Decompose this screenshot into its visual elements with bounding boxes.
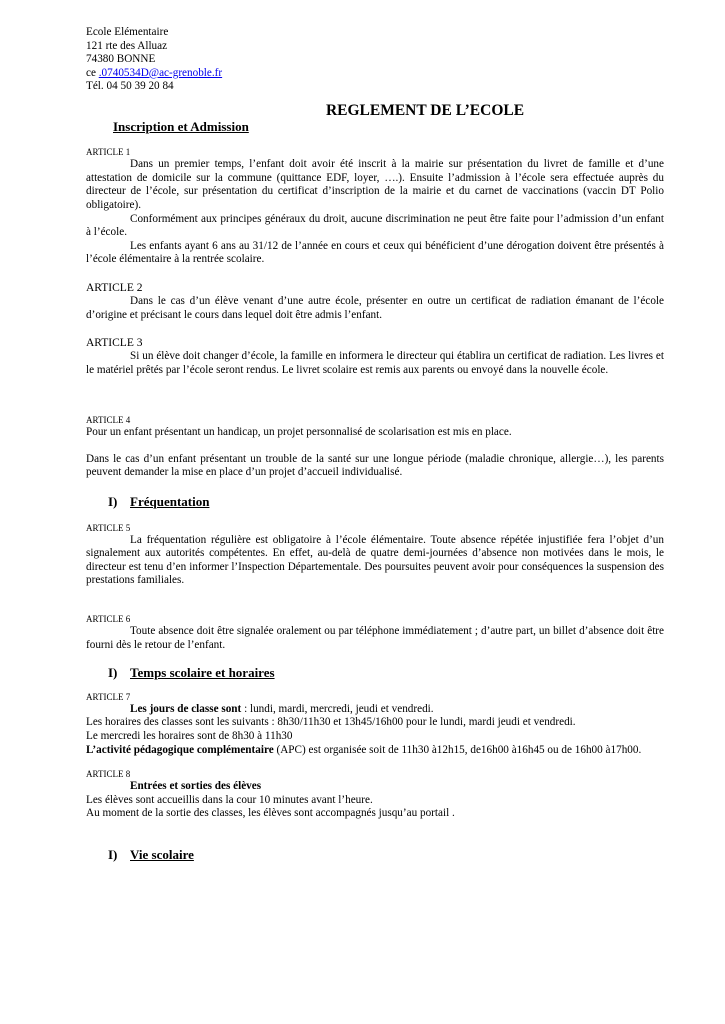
- article-3-paragraph-1: Si un élève doit changer d’école, la famille en informera le directeur qui établira un certificat de radiation. Les livres et le matériel prêtés par l’école seront rendus. Le livret scolaire est remis aux parents ou envoyé dans la nouvelle école.: [86, 350, 664, 376]
- section-temps-heading: [108, 666, 664, 680]
- apc-text: (APC) est organisée soit de 11h30 à12h15, de16h00 à16h45 ou de 16h00 à17h00.: [273, 743, 642, 756]
- phone-line: Tél. 04 50 39 20 84: [86, 80, 174, 93]
- article-8-paragraph-2: Au moment de la sortie des classes, les élèves sont accompagnés jusqu’au portail .: [86, 807, 455, 820]
- street-address: 121 rte des Alluaz: [86, 39, 168, 52]
- section-subtitle: Inscription et Admission: [113, 118, 249, 134]
- section-number: I): [108, 494, 118, 510]
- article-4-paragraph-2: Dans le cas d’un enfant présentant un trouble de la santé sur une longue période (maladie chronique, allergie…), les parents peuvent demander la mise en place d’un projet d’accueil individualisé.: [86, 452, 664, 479]
- section-number: I): [108, 665, 118, 681]
- days-label: Les jours de classe sont: [130, 702, 242, 715]
- postal-city: 74380 BONNE: [86, 53, 156, 66]
- article-5-label: ARTICLE 5: [86, 522, 131, 533]
- document-page: [86, 26, 664, 862]
- article-2-label: ARTICLE 2: [86, 281, 143, 294]
- article-8-label: ARTICLE 8: [86, 769, 131, 780]
- section-title: Fréquentation: [130, 494, 210, 510]
- document-title: REGLEMENT DE L’ECOLE: [325, 101, 525, 119]
- article-8-heading: Entrées et sorties des élèves: [130, 780, 262, 793]
- email-line: [86, 67, 664, 81]
- article-4-label: ARTICLE 4: [86, 415, 131, 426]
- article-7-wednesday: Le mercredi les horaires sont de 8h30 à 11h30: [86, 730, 293, 742]
- section-title: Vie scolaire: [130, 846, 194, 862]
- days-value: : lundi, mardi, mercredi, jeudi et vendredi.: [241, 702, 434, 715]
- article-7-days: [86, 703, 664, 717]
- section-vie-heading: [108, 848, 664, 862]
- article-7-apc: [86, 744, 664, 758]
- email-link[interactable]: .0740534D@ac-grenoble.fr: [98, 66, 223, 79]
- article-5-paragraph-1: La fréquentation régulière est obligatoire à l’école élémentaire. Toute absence répétée injustifiée fera l’objet d’un signalement aux autorités compétentes. En effet, au-delà de quatre demi-journées d’absence non motivées dans le mois, le directeur est tenu d’en informer l’Inspection Départementale. Des poursuites peuvent avoir pour conséquences la suspension des prestations familiales.: [86, 533, 664, 587]
- article-6-label: ARTICLE 6: [86, 614, 131, 625]
- article-4-paragraph-1: Pour un enfant présentant un handicap, un projet personnalisé de scolarisation est mis en place.: [86, 426, 512, 439]
- article-7-label: ARTICLE 7: [86, 691, 131, 702]
- article-2-paragraph-1: Dans le cas d’un élève venant d’une autre école, présenter en outre un certificat de radiation émanant de l’école d’origine et précisant le cours dans lequel doit être admis l’enfant.: [86, 294, 664, 321]
- school-address: [86, 26, 664, 94]
- article-6-paragraph-1: Toute absence doit être signalée oralement ou par téléphone immédiatement ; d’autre part, un billet d’absence doit être fourni dès le retour de l’enfant.: [86, 625, 664, 651]
- article-3-label: ARTICLE 3: [86, 337, 143, 350]
- email-prefix: ce: [86, 66, 99, 79]
- article-8-paragraph-1: Les élèves sont accueillis dans la cour 10 minutes avant l’heure.: [86, 793, 373, 806]
- section-title: Temps scolaire et horaires: [130, 665, 275, 681]
- article-1-label: ARTICLE 1: [86, 147, 131, 158]
- section-frequentation-heading: [108, 495, 664, 509]
- article-1-paragraph-1: Dans un premier temps, l’enfant doit avoir été inscrit à la mairie sur présentation du livret de famille et d’une attestation de domicile sur la commune (quittance EDF, loyer, ….). Ensuite l’admission à l’école sera effectuée auprès du directeur de l’école, sur présentation du certificat d’inscription de la mairie et du carnet de vaccinations (vaccin DT Polio obligatoire).: [86, 158, 664, 211]
- school-name: Ecole Elémentaire: [86, 26, 169, 38]
- article-1-paragraph-2: Conformément aux principes généraux du droit, aucune discrimination ne peut être faite pour l’admission d’un enfant à l’école.: [86, 212, 664, 239]
- article-7-hours: Les horaires des classes sont les suivants : 8h30/11h30 et 13h45/16h00 pour le lundi, mardi jeudi et vendredi.: [86, 716, 576, 729]
- apc-label: L’activité pédagogique complémentaire: [86, 743, 274, 756]
- article-1-paragraph-3: Les enfants ayant 6 ans au 31/12 de l’année en cours et ceux qui bénéficient d’une dérogation doivent être présentés à l’école élémentaire à la rentrée scolaire.: [86, 239, 664, 266]
- section-number: I): [108, 846, 118, 862]
